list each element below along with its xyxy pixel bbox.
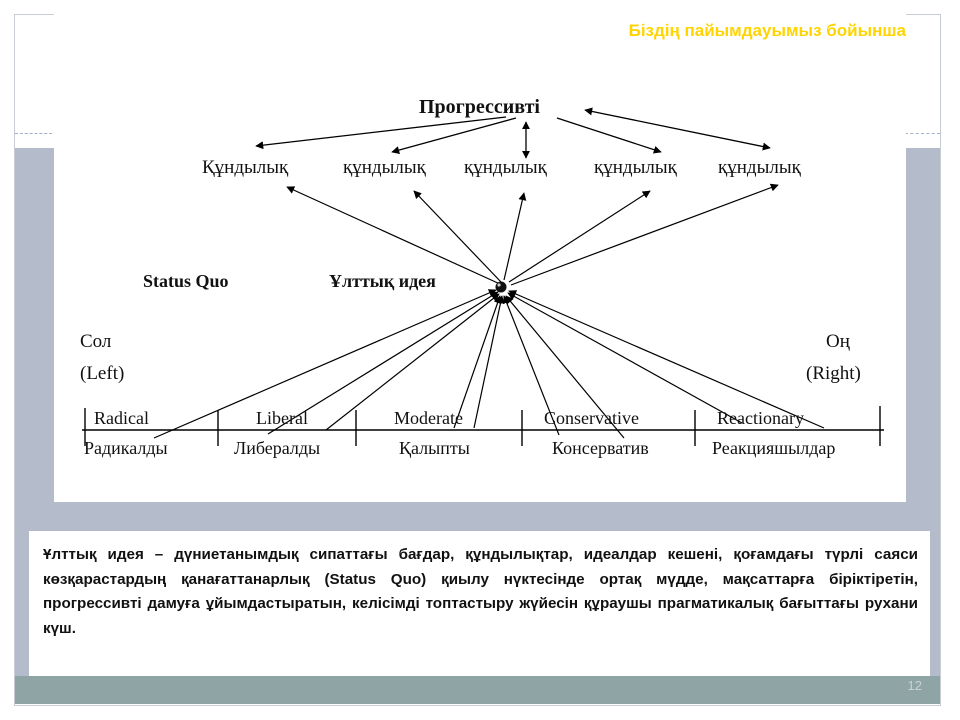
arrow-reactionary-1 [508,293,742,423]
arrow-top-to-value-4 [557,118,661,152]
slide-number: 12 [907,678,922,693]
arrow-center-to-value-1 [287,187,500,284]
position-kz-radical: Радикалды [84,438,168,458]
status-quo-label: Status Quo [143,271,229,291]
center-point [496,282,507,293]
position-kz-liberal: Либералды [234,438,321,458]
arrow-top-to-value-5 [585,110,770,148]
position-en-moderate: Moderate [394,408,463,428]
position-en-reactionary: Reactionary [717,408,804,428]
arrow-center-to-value-2 [414,191,501,282]
arrow-center-to-value-4 [509,191,650,282]
position-kz-moderate: Қалыпты [399,438,470,458]
diagram-canvas [54,10,906,502]
value-label-5: құндылық [718,157,801,178]
dashed-divider-right [905,133,940,134]
value-label-3: құндылық [464,157,547,178]
value-label-4: құндылық [594,157,677,178]
bottom-band [15,676,940,704]
header-title: Біздің пайымдауымыз бойынша [628,21,906,40]
position-kz-conservative: Консерватив [552,438,649,458]
position-en-radical: Radical [94,408,149,428]
dashed-divider-left [15,133,57,134]
center-arrows [154,185,824,438]
left-label: Сол [80,331,112,352]
right-en-label: (Right) [806,363,861,384]
arrow-center-to-value-5 [511,185,778,285]
progressive-label: Прогрессивті [419,96,540,118]
arrow-moderate-2 [474,296,502,428]
national-idea-label: Ұлттық идея [329,271,436,291]
definition-box [29,531,930,676]
position-en-conservative: Conservative [544,408,639,428]
right-label: Оң [826,331,850,352]
arrow-center-to-value-3 [504,193,524,280]
value-label-2: құндылық [343,157,426,178]
position-kz-reactionary: Реакцияшылдар [712,438,836,458]
definition-text: Ұлттық идея – дүниетанымдық сипаттағы бағдар, құндылықтар, идеалдар кешені, қоғамдағы түрлі саяси көзқарастардың қанағаттанарлық (Status Quo) қиылу нүктесінде ортақ мүдде, мақсаттарға біріктіретін, прогрессивті дамуға ұйымдастыратын, келісімді топтастыру жүйесін құраушы прагматикалық бағыттағы рухани күш. [43,546,918,637]
value-label-1: Құндылық [202,157,289,178]
diagram-svg [54,10,906,502]
left-en-label: (Left) [80,363,125,384]
position-en-liberal: Liberal [256,408,308,428]
